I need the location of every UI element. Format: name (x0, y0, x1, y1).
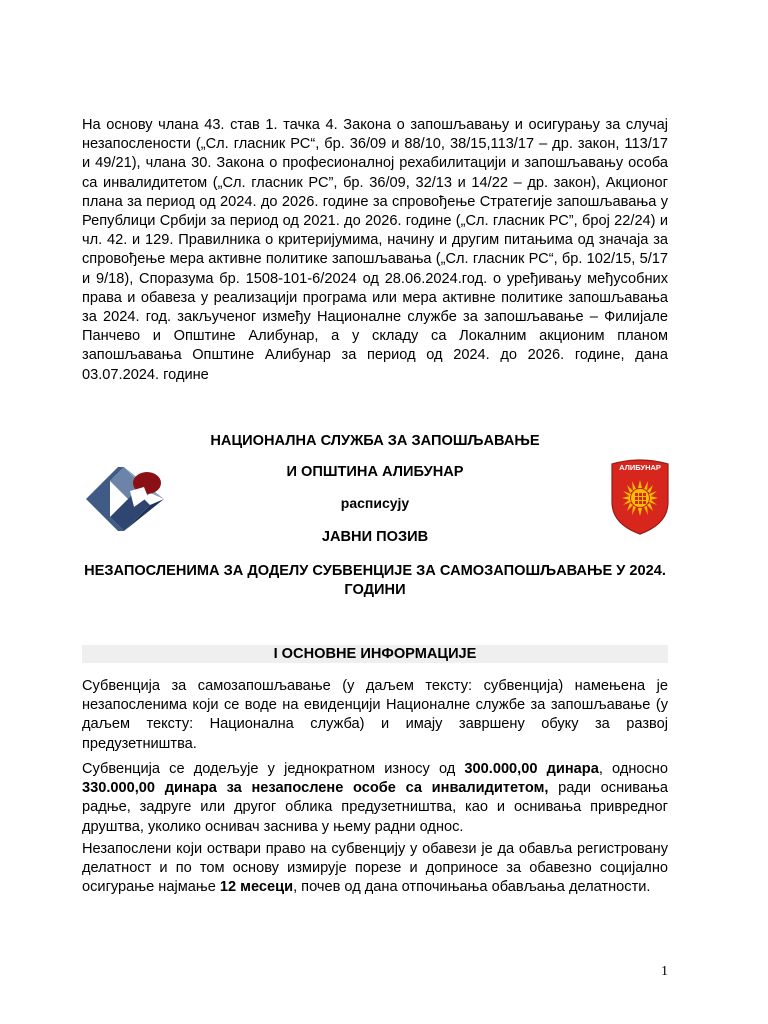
section-heading: I ОСНОВНЕ ИНФОРМАЦИЈЕ (82, 645, 668, 663)
paragraph-amount (82, 760, 668, 837)
call-subtitle: НЕЗАПОСЛЕНИМА ЗА ДОДЕЛУ СУБВЕНЦИЈЕ ЗА САМОЗАПОШЉАВАЊЕ У 2024. ГОДИНИ (84, 563, 666, 598)
call-title: ЈАВНИ ПОЗИВ (321, 529, 429, 545)
amount-text-1: Субвенција се додељује у једнократном износу од (82, 761, 465, 777)
obligation-duration: 12 месеци (219, 879, 294, 896)
obligation-text-1: Незапослени који оствари право на субвенцију у обавези је да обавља регистровану делатност и по том основу измирује порезе и доприносе за обавезно социјално осигурање најмање (82, 841, 668, 896)
paragraph-obligation (82, 840, 668, 898)
amount-text-3: ради оснивања радње, задруге или другог облика предузетништва, као и оснивања привредног друштва, уколико оснивач заснива у њему радни однос. (82, 780, 668, 835)
page-number: 1 (661, 964, 668, 979)
amount-text-2: , односно (598, 761, 668, 777)
institution-heading-2: И ОПШТИНА АЛИБУНАР (286, 464, 464, 480)
paragraph-purpose: Субвенција за самозапошљавање (у даљем тексту: субвенција) намењена је незапосленима који се воде на евиденцији Националне службе за запошљавање (у даљем тексту: Национална служба) и имају завршену обуку за развој предузетништва. (82, 678, 668, 752)
amount-value-disabled: 330.000,00 динара за незапослене особе са инвалидитетом, (82, 780, 549, 797)
announce-word: расписују (340, 495, 410, 511)
obligation-text-2: , почев од дана отпочињања обављања делатности. (293, 879, 651, 896)
amount-value: 300.000,00 динара (464, 761, 599, 777)
legal-basis-paragraph: На основу члана 43. став 1. тачка 4. Закона о запошљавању и осигурању за случај незапослености („Сл. гласник РС“, бр. 36/09 и 88/10, 38/15,113/17 – др. закон, 113/17 и 49/21), члана 30. Закона о професионалној рехабилитацији и запошљавању особа са инвалидитетом („Сл. гласник РС”, бр. 36/09, 32/13 и 14/22 – др. закон), Акционог плана за период од 2024. до 2026. године за спровођење Стратегије запошљавања у Републици Србији за период од 2021. до 2026. године („Сл. гласник РС”, број 22/24) и чл. 42. и 129. Правилника о критеријумима, начину и другим питањима од значаја за спровођење мера активне политике запошљавања („Сл. гласник РС“, бр. 102/15, 5/17 и 9/18), Споразума бр. 1508-101-6/2024 од 28.06.2024.год. о уређивању међусобних права и обавеза у реализацији програма или мера активне политике запошљавања за 2024. год. закљученог између Националне службе за запошљавање – Филијале Панчево и Општине Алибунар, а у складу са Локалним акционим планом запошљавања Општине Алибунар за период од 2024. до 2026. године, дана 03.07.2024. године (82, 117, 668, 383)
alibunar-coat-of-arms-icon (608, 458, 672, 536)
institution-heading-1: НАЦИОНАЛНА СЛУЖБА ЗА ЗАПОШЉАВАЊЕ (210, 433, 540, 449)
coat-of-arms-text: АЛИБУНАР (619, 463, 661, 472)
